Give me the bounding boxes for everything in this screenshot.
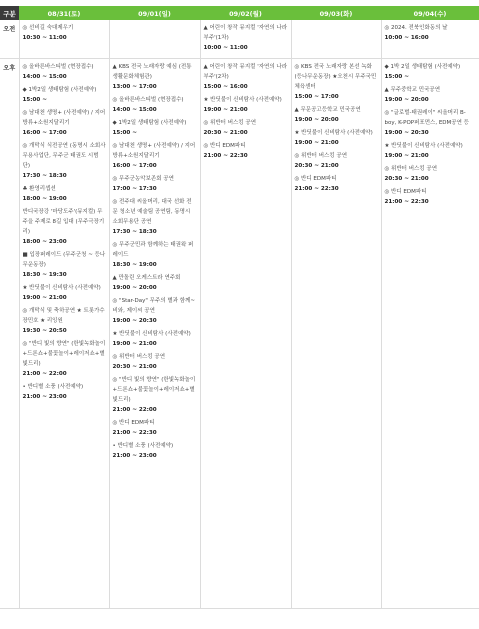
event-title: ★ 반딧불이 신비탐사 (사전예약) — [112, 331, 191, 337]
event-title: ◎ 위반터 버스킹 공연 — [203, 120, 257, 126]
event-title: • 반디별 소풍 (사전예약) — [112, 443, 174, 449]
event-title: ◎ 개막식 및 축하공연 ★ 트롯가수 장민호 ★ 리잉원 — [22, 308, 105, 324]
event-entry — [113, 375, 197, 415]
event-title: ◎ "반디 빛의 향연" (한빛녹화놀이+드론쇼+불꽃놀이+레이저쇼+별빛드리) — [22, 341, 106, 367]
event-title: ◎ 위반터 버스킹 공연 — [112, 354, 166, 360]
event-time: 21:00 ~ 23:00 — [112, 453, 157, 459]
event-entry — [113, 141, 197, 171]
event-entry — [295, 174, 378, 194]
event-time: 18:00 ~ 23:00 — [22, 239, 67, 245]
event-entry — [23, 85, 106, 105]
event-entry — [295, 151, 378, 171]
event-time: 19:00 ~ 21:00 — [294, 140, 339, 146]
event-time: 21:00 ~ 22:30 — [112, 430, 157, 436]
event-entry — [113, 441, 197, 461]
event-time: 15:00 ~ — [22, 97, 47, 103]
event-title: ◎ 위반터 버스킹 공연 — [294, 153, 348, 159]
event-entry — [385, 85, 477, 105]
header-row — [0, 6, 479, 20]
event-time: 18:30 ~ 19:30 — [22, 272, 67, 278]
event-entry — [204, 118, 288, 138]
event-entry — [113, 352, 197, 372]
event-title: ★ 반딧불이 신비탐사 (사전예약) — [294, 130, 373, 136]
event-entry — [385, 62, 477, 82]
event-time: 21:00 ~ 22:30 — [384, 199, 429, 205]
event-entry — [23, 23, 106, 43]
event-entry — [385, 108, 477, 138]
event-time: 20:30 ~ 21:00 — [294, 163, 339, 169]
event-time: 13:00 ~ 17:00 — [112, 84, 157, 90]
event-title: ◎ 전주대 씨올머리, 대국 선화 전문 청소년 예술팀 공연팀, 동명시 소회무용단 공연 — [112, 199, 192, 225]
event-title: 반디국장강 '마당도주'(뮤지컬) 무주을 주제로 8길 입대 (무주극장기리) — [22, 209, 105, 235]
header-corner: 구분 — [0, 6, 19, 20]
event-time: 17:00 ~ 17:30 — [112, 186, 157, 192]
event-title: ◎ 반디 EDM파티 — [112, 420, 155, 426]
event-title: ◎ 개막식 식전공연 (동명시 소회사 무용사업단, 무주군 태권도 시범단) — [22, 143, 106, 169]
day-cell — [291, 59, 381, 609]
event-time: 19:00 ~ 20:30 — [112, 318, 157, 324]
event-entry — [23, 108, 106, 138]
day-cell — [109, 59, 200, 609]
event-title: ◎ 무주군농악보존회 공연 — [112, 176, 174, 182]
event-entry — [23, 306, 106, 336]
event-title: ◆ 1박2일 생태탐험 (사전예약) — [112, 120, 187, 126]
event-time: 14:00 ~ 15:00 — [22, 74, 67, 80]
event-title: ◎ 2024. 전북인화동의 날 — [384, 25, 448, 31]
event-title: ▲ 무주중학교 민국공연 — [384, 87, 441, 93]
event-time: 19:00 ~ 21:00 — [203, 107, 248, 113]
event-entry — [113, 418, 197, 438]
event-title: ▲ KBS 전국 노래자랑 예심 (전통생활문화체험관) — [112, 64, 192, 80]
event-time: 15:00 ~ 17:00 — [294, 94, 339, 100]
day-header-2: 09/01(일) — [109, 6, 200, 20]
event-entry — [23, 141, 106, 181]
event-time: 10:00 ~ 16:00 — [384, 35, 429, 41]
day-cell — [291, 20, 381, 59]
day-cell — [19, 20, 109, 59]
festival-schedule-table — [0, 6, 479, 609]
event-time: 21:00 ~ 22:00 — [112, 407, 157, 413]
event-entry — [113, 273, 197, 293]
event-title: ◎ "반디 빛의 향연" (한빛녹화놀이+드론쇼+불꽃놀이+레이저쇼+별빛드리) — [112, 377, 196, 403]
event-title: ◎ 반디 EDM파티 — [203, 143, 246, 149]
event-time: 19:00 ~ 20:00 — [294, 117, 339, 123]
event-entry — [113, 95, 197, 115]
event-title: ▲ 어린이 창작 뮤지컬 '자연의 나라 부주'(2차) — [203, 64, 288, 80]
event-entry — [204, 62, 288, 92]
event-time: 18:30 ~ 19:00 — [112, 262, 157, 268]
event-time: 20:30 ~ 21:00 — [203, 130, 248, 136]
row-morning — [0, 20, 479, 59]
event-title: ◎ 무주군민과 함께하는 태권왁 퍼레이드 — [112, 242, 194, 258]
event-entry — [23, 184, 106, 204]
event-time: 19:00 ~ 21:00 — [112, 341, 157, 347]
event-title: ◎ "글로벌-태권레이" 씨올머리 B-boy, K-POP퍼포먼스, EDM공연 등 — [384, 110, 469, 126]
event-entry — [113, 174, 197, 194]
day-cell — [200, 20, 291, 59]
event-entry — [23, 62, 106, 82]
event-title: ▲ 만돌린 오케스트라 연주회 — [112, 275, 181, 281]
event-title: ◎ 남대천 생명+ (사전예약) / 지어방류+소원지달리기 — [22, 110, 106, 126]
event-entry — [295, 62, 378, 102]
event-entry — [204, 23, 288, 53]
event-title: ♣ 환영리셉션 — [22, 186, 56, 192]
event-entry — [204, 95, 288, 115]
day-cell — [109, 20, 200, 59]
event-time: 17:30 ~ 18:30 — [112, 229, 157, 235]
row-label-afternoon: 오후 — [0, 59, 19, 609]
event-entry — [113, 296, 197, 326]
day-header-3: 09/02(월) — [200, 6, 291, 20]
event-title: ▲ 무문공고등학교 민국공연 — [294, 107, 361, 113]
event-title: ◎ 반디 EDM파티 — [384, 189, 427, 195]
event-entry — [295, 105, 378, 125]
event-entry — [113, 197, 197, 237]
event-time: 15:00 ~ — [384, 74, 409, 80]
day-header-4: 09/03(화) — [291, 6, 381, 20]
event-entry — [385, 141, 477, 161]
event-time: 16:00 ~ 17:00 — [22, 130, 67, 136]
event-entry — [23, 250, 106, 280]
day-cell — [19, 59, 109, 609]
event-title: ◎ 반디 EDM파티 — [294, 176, 337, 182]
event-entry — [385, 187, 477, 207]
event-time: 10:30 ~ 11:00 — [22, 35, 67, 41]
event-time: 17:30 ~ 18:30 — [22, 173, 67, 179]
event-entry — [23, 207, 106, 247]
event-entry — [385, 23, 477, 43]
event-entry — [23, 283, 106, 303]
event-time: 19:00 ~ 20:30 — [384, 130, 429, 136]
event-title: ◎ 남대천 생명+ (사전예약) / 지어방류+소원지달리기 — [112, 143, 196, 159]
event-time: 16:00 ~ 17:00 — [112, 163, 157, 169]
event-title: ◆ 1박2일 생태탐험 (사전예약) — [22, 87, 97, 93]
event-time: 19:00 ~ 21:00 — [384, 153, 429, 159]
event-time: 15:00 ~ — [112, 130, 137, 136]
event-time: 15:00 ~ 16:00 — [203, 84, 248, 90]
event-title: ◎ 선비길 숙대제우기 — [22, 25, 74, 31]
event-title: ★ 반딧불이 신비탐사 (사전예약) — [384, 143, 463, 149]
row-afternoon — [0, 59, 479, 609]
event-title: ◎ 위반터 버스킹 공연 — [384, 166, 438, 172]
event-time: 19:00 ~ 20:00 — [384, 97, 429, 103]
event-time: 21:00 ~ 22:30 — [294, 186, 339, 192]
event-entry — [204, 141, 288, 161]
day-header-5: 09/04(수) — [381, 6, 479, 20]
event-entry — [113, 62, 197, 92]
day-header-1: 08/31(토) — [19, 6, 109, 20]
event-time: 21:00 ~ 22:00 — [22, 371, 67, 377]
event-title: ◎ "Star-Day" 무주의 별과 함께~ 비와, 제이씨 공연 — [112, 298, 195, 314]
event-title: ★ 반딧불이 신비탐사 (사전예약) — [203, 97, 282, 103]
event-title: ▲ 어린이 창작 뮤지컬 '자연의 나라 부주'(1차) — [203, 25, 288, 41]
event-time: 19:00 ~ 20:00 — [112, 285, 157, 291]
event-title: • 반디별 소풍 (사전예약) — [22, 384, 84, 390]
event-time: 10:00 ~ 11:00 — [203, 45, 248, 51]
event-title: ■ 입장퍼레이드 (무주군청 ~ 등나무운동장) — [22, 252, 106, 268]
event-entry — [23, 339, 106, 379]
event-title: ◎ 올바른바스티벌 (현장접수) — [22, 64, 94, 70]
event-entry — [295, 128, 378, 148]
event-entry — [113, 118, 197, 138]
row-label-morning: 오전 — [0, 20, 19, 59]
event-time: 19:30 ~ 20:50 — [22, 328, 67, 334]
event-time: 20:30 ~ 21:00 — [112, 364, 157, 370]
event-time: 19:00 ~ 21:00 — [22, 295, 67, 301]
event-entry — [113, 329, 197, 349]
event-entry — [23, 382, 106, 402]
day-cell — [381, 20, 479, 59]
event-title: ◎ KBS 전국 노래자랑 본선 녹화 (등나무운동장) ★오천시 무주국민체육센터 — [294, 64, 377, 90]
event-time: 18:00 ~ 19:00 — [22, 196, 67, 202]
event-title: ★ 반딧불이 신비탐사 (사전예약) — [22, 285, 101, 291]
event-entry — [385, 164, 477, 184]
event-entry — [113, 240, 197, 270]
event-time: 14:00 ~ 15:00 — [112, 107, 157, 113]
event-time: 21:00 ~ 23:00 — [22, 394, 67, 400]
event-title: ◆ 1박 2일 생태탐험 (사전예약) — [384, 64, 461, 70]
day-cell — [200, 59, 291, 609]
event-time: 21:00 ~ 22:30 — [203, 153, 248, 159]
day-cell — [381, 59, 479, 609]
event-title: ◎ 올바른바스티벌 (현장접수) — [112, 97, 184, 103]
event-time: 20:30 ~ 21:00 — [384, 176, 429, 182]
